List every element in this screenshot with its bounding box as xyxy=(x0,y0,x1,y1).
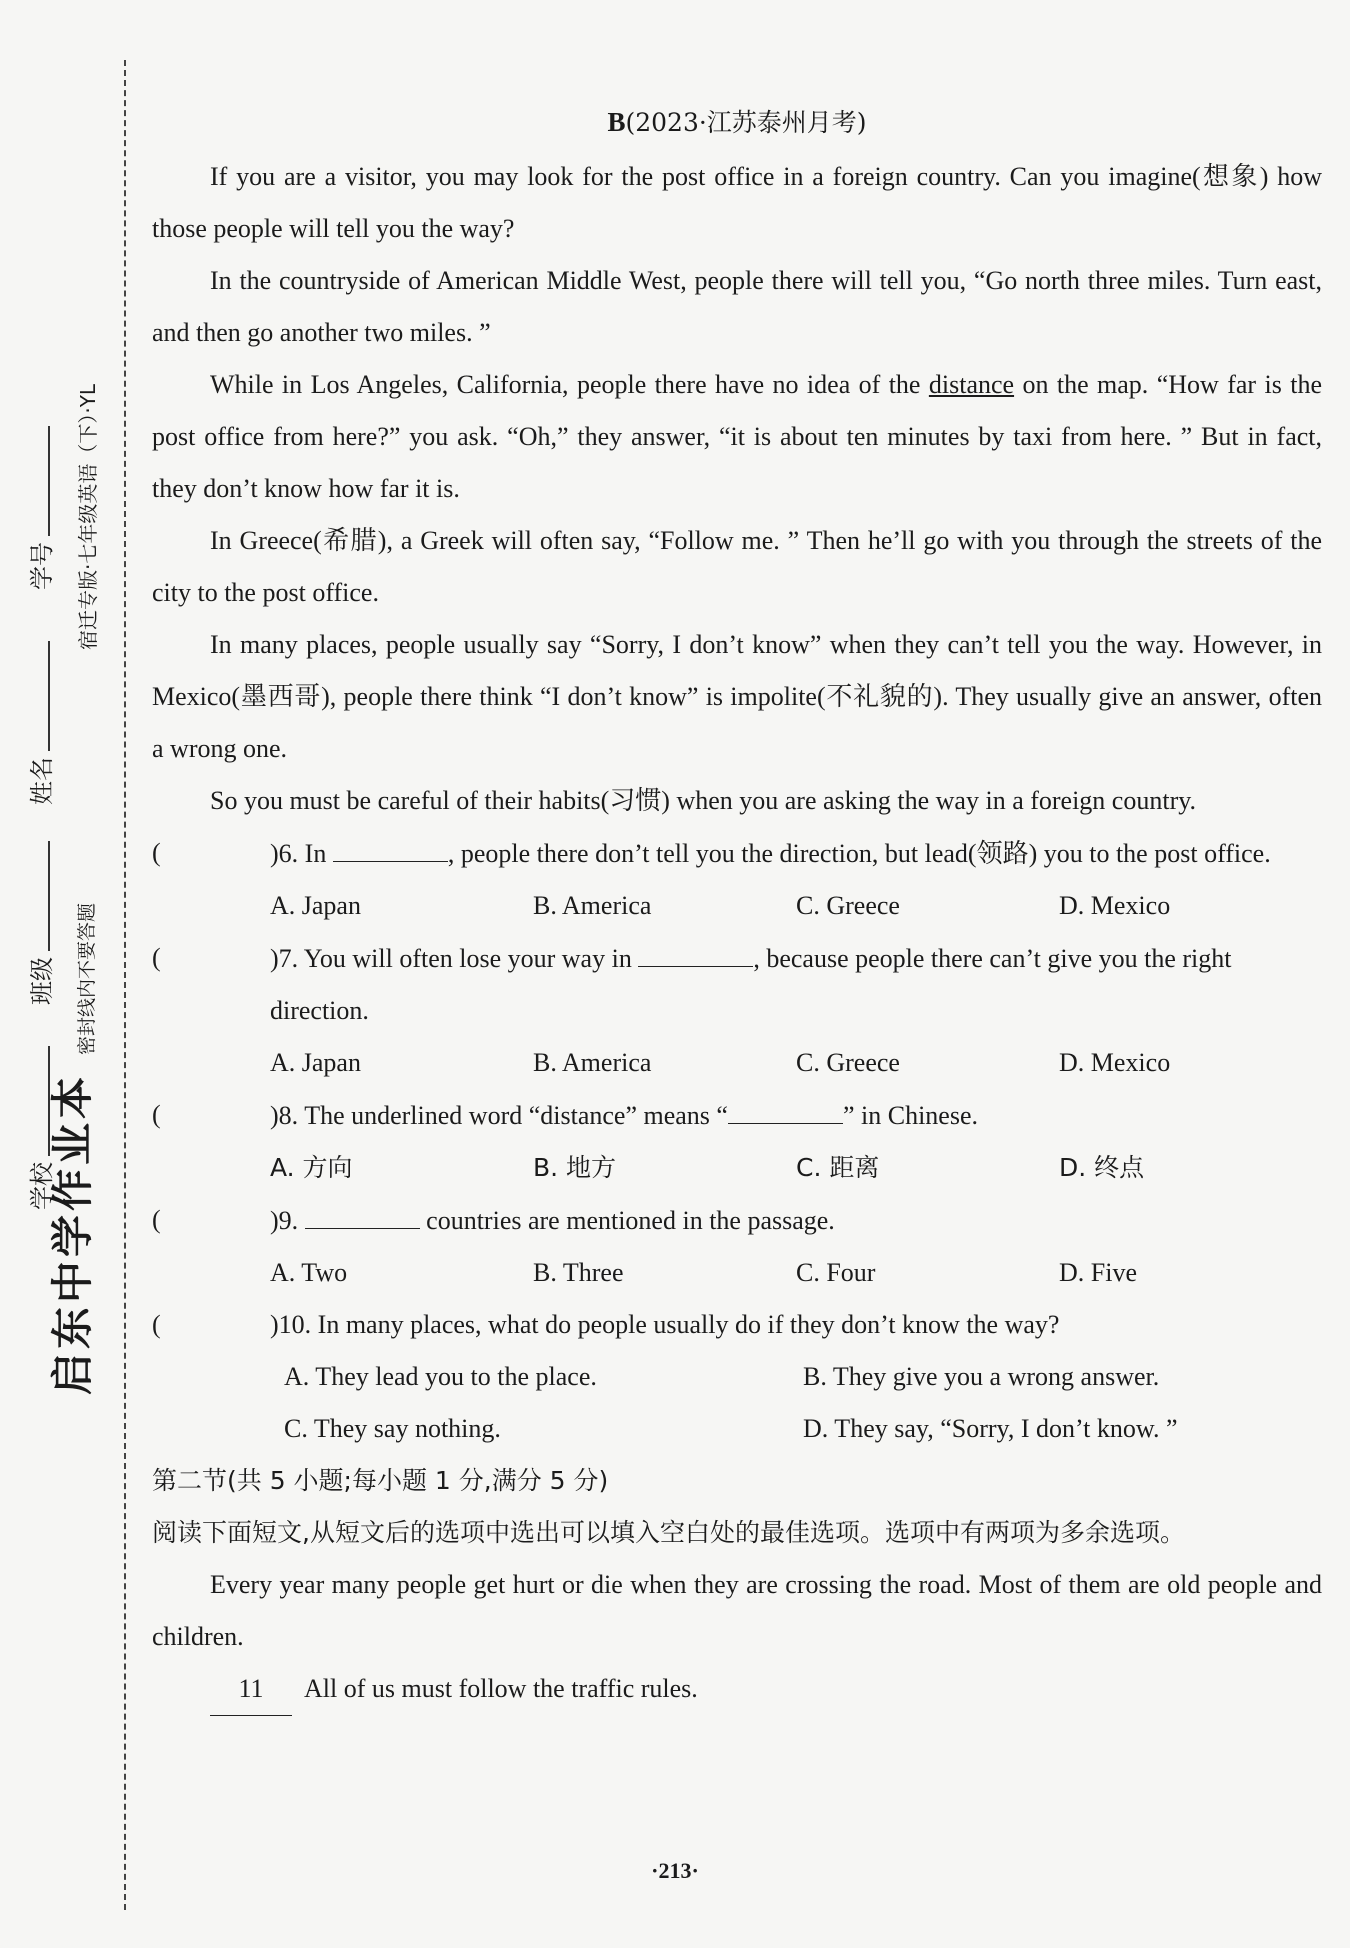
answer-blank-11[interactable]: 11 xyxy=(210,1663,292,1716)
option-c[interactable]: C. Four xyxy=(796,1258,876,1287)
underlined-word: distance xyxy=(928,370,1015,399)
page-number: ·213· xyxy=(651,1858,699,1883)
option-a[interactable]: A. Two xyxy=(270,1258,348,1287)
school-field[interactable]: 学校 xyxy=(22,1046,57,1210)
option-d[interactable]: D. Mexico xyxy=(1059,891,1171,920)
question-6-options xyxy=(152,880,1322,932)
option-a[interactable]: A. Japan xyxy=(270,891,361,920)
answer-blank[interactable] xyxy=(305,1194,420,1229)
option-d[interactable]: D. They say, “Sorry, I don’t know. ” xyxy=(803,1414,1178,1443)
part2-instruction: 阅读下面短文,从短文后的选项中选出可以填入空白处的最佳选项。选项中有两项为多余选项。 xyxy=(152,1518,1185,1547)
passage-paragraph: In many places, people usually say “Sorry, I don’t know” when they can’t tell you the way. However, in Mexico(墨西哥), people there think “I don’t know” is impolite(不礼貌的). They usually give an answer, often a wrong one. xyxy=(152,630,1322,763)
answer-blank[interactable] xyxy=(728,1089,843,1124)
seal-note: 密封线内不要答题 xyxy=(76,902,98,1055)
page-content xyxy=(152,96,1322,1716)
answer-bracket[interactable]: ( xyxy=(152,838,161,867)
question-10: ( )10. In many places, what do people usually do if they don’t know the way? xyxy=(152,1299,1322,1351)
question-10-options-row1 xyxy=(152,1351,1322,1403)
question-6: ( )6. In , people there don’t tell you the direction, but lead(领路) you to the post office. xyxy=(152,827,1322,880)
option-b[interactable]: B. They give you a wrong answer. xyxy=(803,1362,1160,1391)
answer-bracket[interactable]: ( xyxy=(152,1205,161,1234)
question-7-options xyxy=(152,1037,1322,1089)
part2-heading: 第二节(共 5 小题;每小题 1 分,满分 5 分) xyxy=(152,1466,609,1495)
question-9: ( )9. countries are mentioned in the passage. xyxy=(152,1194,1322,1247)
question-10-options-row2 xyxy=(152,1403,1322,1455)
option-d[interactable]: D. Mexico xyxy=(1059,1048,1171,1077)
passage-paragraph: While in Los Angeles, California, people there have no idea of the distance on the map. “How far is the post office from here?” you ask. “Oh,” they answer, “it is about ten minutes by taxi from here. ” But in fact, they don’t know how far it is. xyxy=(152,370,1322,503)
class-field[interactable]: 班级 xyxy=(22,841,57,1005)
option-b[interactable]: B. America xyxy=(533,891,652,920)
option-b[interactable]: B. America xyxy=(533,1048,652,1077)
answer-bracket[interactable]: ( xyxy=(152,943,161,972)
answer-blank[interactable] xyxy=(333,827,448,862)
seal-dashed-line xyxy=(124,60,126,1910)
option-a[interactable]: A. They lead you to the place. xyxy=(284,1362,597,1391)
option-b[interactable]: B. Three xyxy=(533,1258,624,1287)
binding-margin xyxy=(0,0,140,1948)
option-c[interactable]: C. 距离 xyxy=(796,1153,880,1182)
passage-paragraph: If you are a visitor, you may look for the post office in a foreign country. Can you imagine(想象) how those people will tell you the way? xyxy=(152,162,1322,243)
option-b[interactable]: B. 地方 xyxy=(533,1153,617,1182)
answer-blank[interactable] xyxy=(638,932,753,967)
option-a[interactable]: A. Japan xyxy=(270,1048,361,1077)
series-label: 宿迁专版·七年级英语（下）·YL xyxy=(76,383,100,650)
question-9-options xyxy=(152,1247,1322,1299)
section-title: B(2023·江苏泰州月考) xyxy=(607,107,867,137)
option-d[interactable]: D. Five xyxy=(1059,1258,1137,1287)
question-7: ( )7. You will often lose your way in , because people there can’t give you the right direction. xyxy=(152,932,1322,1037)
option-c[interactable]: C. Greece xyxy=(796,1048,900,1077)
question-8-options xyxy=(152,1142,1322,1194)
option-a[interactable]: A. 方向 xyxy=(270,1153,353,1182)
passage-paragraph: So you must be careful of their habits(习惯) when you are asking the way in a foreign country. xyxy=(210,786,1197,815)
answer-bracket[interactable]: ( xyxy=(152,1100,161,1129)
passage-paragraph: In Greece(希腊), a Greek will often say, “Follow me. ” Then he’ll go with you through the streets of the city to the post office. xyxy=(152,526,1322,607)
question-8: ( )8. The underlined word “distance” means “ ” in Chinese. xyxy=(152,1089,1322,1142)
answer-bracket[interactable]: ( xyxy=(152,1310,161,1339)
option-c[interactable]: C. They say nothing. xyxy=(284,1414,501,1443)
passage-paragraph: In the countryside of American Middle West, people there will tell you, “Go north three miles. Turn east, and then go another two miles. ” xyxy=(152,266,1322,347)
book-brand: 启东中学作业本 xyxy=(48,1072,97,1395)
student-number-field[interactable]: 学号 xyxy=(22,426,57,590)
option-d[interactable]: D. 终点 xyxy=(1059,1153,1145,1182)
name-field[interactable]: 姓名 xyxy=(22,641,57,805)
passage-paragraph: 11 All of us must follow the traffic rules. xyxy=(152,1663,1322,1716)
option-c[interactable]: C. Greece xyxy=(796,891,900,920)
passage-paragraph: Every year many people get hurt or die when they are crossing the road. Most of them are old people and children. xyxy=(152,1570,1322,1651)
